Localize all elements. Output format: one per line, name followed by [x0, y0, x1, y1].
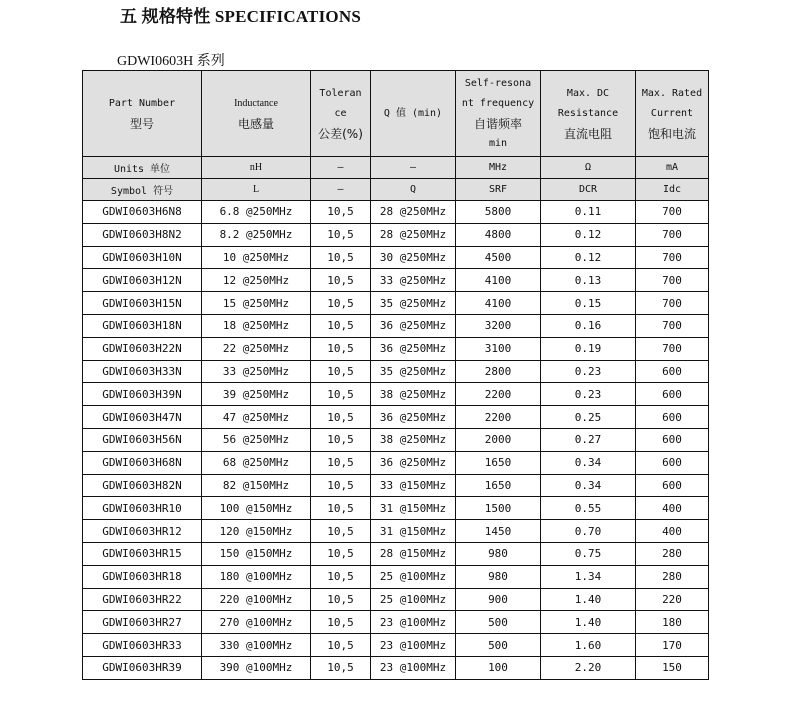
table-row	[83, 428, 709, 451]
srf-cell: 4100	[456, 292, 541, 315]
inductance-cell: 180 @100MHz	[202, 565, 311, 588]
table-row	[83, 611, 709, 634]
header-q-min: Q 值 (min)	[371, 71, 456, 157]
inductance-cell: 390 @100MHz	[202, 656, 311, 679]
series-label: GDWI0603H 系列	[117, 54, 225, 69]
dcr-cell: 0.27	[541, 428, 636, 451]
idc-cell: 220	[636, 588, 709, 611]
tolerance-cell: 10,5	[311, 588, 371, 611]
table-row	[83, 383, 709, 406]
table-row	[83, 542, 709, 565]
part-number-cell: GDWI0603H18N	[83, 314, 202, 337]
inductance-cell: 68 @250MHz	[202, 451, 311, 474]
srf-cell: 900	[456, 588, 541, 611]
unit-cell: nH	[202, 157, 311, 179]
inductance-cell: 47 @250MHz	[202, 406, 311, 429]
unit-cell: —	[371, 157, 456, 179]
q-cell: 35 @250MHz	[371, 360, 456, 383]
table-row	[83, 474, 709, 497]
inductance-cell: 8.2 @250MHz	[202, 223, 311, 246]
tolerance-cell: 10,5	[311, 611, 371, 634]
dcr-cell: 0.75	[541, 542, 636, 565]
part-number-cell: GDWI0603H12N	[83, 269, 202, 292]
idc-cell: 700	[636, 246, 709, 269]
q-cell: 28 @250MHz	[371, 201, 456, 224]
dcr-cell: 0.19	[541, 337, 636, 360]
idc-cell: 700	[636, 223, 709, 246]
q-cell: 28 @250MHz	[371, 223, 456, 246]
unit-cell: Ω	[541, 157, 636, 179]
inductance-cell: 39 @250MHz	[202, 383, 311, 406]
dcr-cell: 0.55	[541, 497, 636, 520]
symbol-cell: Symbol 符号	[83, 179, 202, 201]
header-part-number: Part Number 型号	[83, 71, 202, 157]
part-number-cell: GDWI0603HR39	[83, 656, 202, 679]
tolerance-cell: 10,5	[311, 383, 371, 406]
srf-cell: 980	[456, 542, 541, 565]
idc-cell: 150	[636, 656, 709, 679]
idc-cell: 600	[636, 360, 709, 383]
dcr-cell: 1.60	[541, 634, 636, 657]
header-inductance: Inductance 电感量	[202, 71, 311, 157]
specifications-table	[82, 70, 709, 680]
part-number-cell: GDWI0603H68N	[83, 451, 202, 474]
dcr-cell: 0.34	[541, 474, 636, 497]
inductance-cell: 220 @100MHz	[202, 588, 311, 611]
table-row	[83, 314, 709, 337]
part-number-cell: GDWI0603HR18	[83, 565, 202, 588]
symbol-cell: DCR	[541, 179, 636, 201]
srf-cell: 1650	[456, 451, 541, 474]
q-cell: 33 @150MHz	[371, 474, 456, 497]
q-cell: 33 @250MHz	[371, 269, 456, 292]
srf-cell: 500	[456, 634, 541, 657]
dcr-cell: 0.16	[541, 314, 636, 337]
tolerance-cell: 10,5	[311, 497, 371, 520]
idc-cell: 600	[636, 474, 709, 497]
tolerance-cell: 10,5	[311, 337, 371, 360]
dcr-cell: 0.15	[541, 292, 636, 315]
header-row	[83, 71, 709, 157]
inductance-cell: 150 @150MHz	[202, 542, 311, 565]
table-row	[83, 634, 709, 657]
srf-cell: 1450	[456, 520, 541, 543]
part-number-cell: GDWI0603HR15	[83, 542, 202, 565]
symbols-row	[83, 179, 709, 201]
symbol-cell: L	[202, 179, 311, 201]
dcr-cell: 0.12	[541, 246, 636, 269]
idc-cell: 700	[636, 292, 709, 315]
idc-cell: 400	[636, 520, 709, 543]
idc-cell: 600	[636, 428, 709, 451]
idc-cell: 700	[636, 201, 709, 224]
q-cell: 36 @250MHz	[371, 451, 456, 474]
idc-cell: 600	[636, 383, 709, 406]
inductance-cell: 10 @250MHz	[202, 246, 311, 269]
table-row	[83, 520, 709, 543]
q-cell: 31 @150MHz	[371, 520, 456, 543]
dcr-cell: 1.40	[541, 611, 636, 634]
srf-cell: 1650	[456, 474, 541, 497]
tolerance-cell: 10,5	[311, 269, 371, 292]
q-cell: 23 @100MHz	[371, 656, 456, 679]
part-number-cell: GDWI0603H47N	[83, 406, 202, 429]
q-cell: 23 @100MHz	[371, 611, 456, 634]
part-number-cell: GDWI0603H33N	[83, 360, 202, 383]
dcr-cell: 0.11	[541, 201, 636, 224]
srf-cell: 980	[456, 565, 541, 588]
part-number-cell: GDWI0603H22N	[83, 337, 202, 360]
srf-cell: 100	[456, 656, 541, 679]
unit-cell: MHz	[456, 157, 541, 179]
inductance-cell: 15 @250MHz	[202, 292, 311, 315]
page-heading: 五 规格特性 SPECIFICATIONS	[120, 7, 361, 26]
table-row	[83, 360, 709, 383]
q-cell: 36 @250MHz	[371, 337, 456, 360]
dcr-cell: 0.13	[541, 269, 636, 292]
inductance-cell: 12 @250MHz	[202, 269, 311, 292]
part-number-cell: GDWI0603H15N	[83, 292, 202, 315]
tolerance-cell: 10,5	[311, 474, 371, 497]
table-row	[83, 223, 709, 246]
inductance-cell: 100 @150MHz	[202, 497, 311, 520]
inductance-cell: 82 @150MHz	[202, 474, 311, 497]
tolerance-cell: 10,5	[311, 223, 371, 246]
q-cell: 38 @250MHz	[371, 383, 456, 406]
part-number-cell: GDWI0603HR10	[83, 497, 202, 520]
table-row	[83, 292, 709, 315]
tolerance-cell: 10,5	[311, 201, 371, 224]
table-row	[83, 201, 709, 224]
table-row	[83, 588, 709, 611]
srf-cell: 2000	[456, 428, 541, 451]
tolerance-cell: 10,5	[311, 292, 371, 315]
part-number-cell: GDWI0603H39N	[83, 383, 202, 406]
symbol-cell: SRF	[456, 179, 541, 201]
inductance-cell: 18 @250MHz	[202, 314, 311, 337]
part-number-cell: GDWI0603H6N8	[83, 201, 202, 224]
q-cell: 23 @100MHz	[371, 634, 456, 657]
table-row	[83, 246, 709, 269]
srf-cell: 3100	[456, 337, 541, 360]
q-cell: 36 @250MHz	[371, 406, 456, 429]
unit-cell: Units 单位	[83, 157, 202, 179]
idc-cell: 600	[636, 406, 709, 429]
inductance-cell: 270 @100MHz	[202, 611, 311, 634]
dcr-cell: 2.20	[541, 656, 636, 679]
part-number-cell: GDWI0603H82N	[83, 474, 202, 497]
part-number-cell: GDWI0603H8N2	[83, 223, 202, 246]
idc-cell: 170	[636, 634, 709, 657]
tolerance-cell: 10,5	[311, 634, 371, 657]
srf-cell: 5800	[456, 201, 541, 224]
part-number-cell: GDWI0603H56N	[83, 428, 202, 451]
header-dcr: Max. DC Resistance 直流电阻	[541, 71, 636, 157]
srf-cell: 4100	[456, 269, 541, 292]
srf-cell: 4800	[456, 223, 541, 246]
q-cell: 25 @100MHz	[371, 588, 456, 611]
tolerance-cell: 10,5	[311, 656, 371, 679]
idc-cell: 280	[636, 542, 709, 565]
idc-cell: 700	[636, 314, 709, 337]
tolerance-cell: 10,5	[311, 451, 371, 474]
table-row	[83, 269, 709, 292]
tolerance-cell: 10,5	[311, 360, 371, 383]
unit-cell: —	[311, 157, 371, 179]
part-number-cell: GDWI0603HR33	[83, 634, 202, 657]
idc-cell: 400	[636, 497, 709, 520]
tolerance-cell: 10,5	[311, 542, 371, 565]
header-srf: Self-resona nt frequency 自谐频率 min	[456, 71, 541, 157]
dcr-cell: 0.23	[541, 383, 636, 406]
inductance-cell: 56 @250MHz	[202, 428, 311, 451]
tolerance-cell: 10,5	[311, 565, 371, 588]
srf-cell: 3200	[456, 314, 541, 337]
part-number-cell: GDWI0603HR27	[83, 611, 202, 634]
q-cell: 38 @250MHz	[371, 428, 456, 451]
table-row	[83, 451, 709, 474]
table-row	[83, 406, 709, 429]
srf-cell: 4500	[456, 246, 541, 269]
srf-cell: 2800	[456, 360, 541, 383]
symbol-cell: —	[311, 179, 371, 201]
header-tolerance: Toleran ce 公差(%)	[311, 71, 371, 157]
inductance-cell: 330 @100MHz	[202, 634, 311, 657]
tolerance-cell: 10,5	[311, 428, 371, 451]
table-row	[83, 656, 709, 679]
tolerance-cell: 10,5	[311, 406, 371, 429]
dcr-cell: 0.23	[541, 360, 636, 383]
srf-cell: 1500	[456, 497, 541, 520]
dcr-cell: 1.34	[541, 565, 636, 588]
inductance-cell: 6.8 @250MHz	[202, 201, 311, 224]
idc-cell: 600	[636, 451, 709, 474]
dcr-cell: 0.12	[541, 223, 636, 246]
q-cell: 31 @150MHz	[371, 497, 456, 520]
idc-cell: 700	[636, 269, 709, 292]
inductance-cell: 33 @250MHz	[202, 360, 311, 383]
symbol-cell: Q	[371, 179, 456, 201]
tolerance-cell: 10,5	[311, 314, 371, 337]
tolerance-cell: 10,5	[311, 246, 371, 269]
idc-cell: 700	[636, 337, 709, 360]
part-number-cell: GDWI0603HR22	[83, 588, 202, 611]
dcr-cell: 0.34	[541, 451, 636, 474]
q-cell: 28 @150MHz	[371, 542, 456, 565]
srf-cell: 2200	[456, 406, 541, 429]
units-row	[83, 157, 709, 179]
header-rated-current: Max. Rated Current 饱和电流	[636, 71, 709, 157]
unit-cell: mA	[636, 157, 709, 179]
part-number-cell: GDWI0603HR12	[83, 520, 202, 543]
symbol-cell: Idc	[636, 179, 709, 201]
part-number-cell: GDWI0603H10N	[83, 246, 202, 269]
idc-cell: 280	[636, 565, 709, 588]
dcr-cell: 0.25	[541, 406, 636, 429]
srf-cell: 2200	[456, 383, 541, 406]
dcr-cell: 0.70	[541, 520, 636, 543]
table-row	[83, 565, 709, 588]
q-cell: 35 @250MHz	[371, 292, 456, 315]
inductance-cell: 120 @150MHz	[202, 520, 311, 543]
tolerance-cell: 10,5	[311, 520, 371, 543]
q-cell: 36 @250MHz	[371, 314, 456, 337]
q-cell: 25 @100MHz	[371, 565, 456, 588]
table-row	[83, 497, 709, 520]
srf-cell: 500	[456, 611, 541, 634]
dcr-cell: 1.40	[541, 588, 636, 611]
q-cell: 30 @250MHz	[371, 246, 456, 269]
table-row	[83, 337, 709, 360]
idc-cell: 180	[636, 611, 709, 634]
inductance-cell: 22 @250MHz	[202, 337, 311, 360]
